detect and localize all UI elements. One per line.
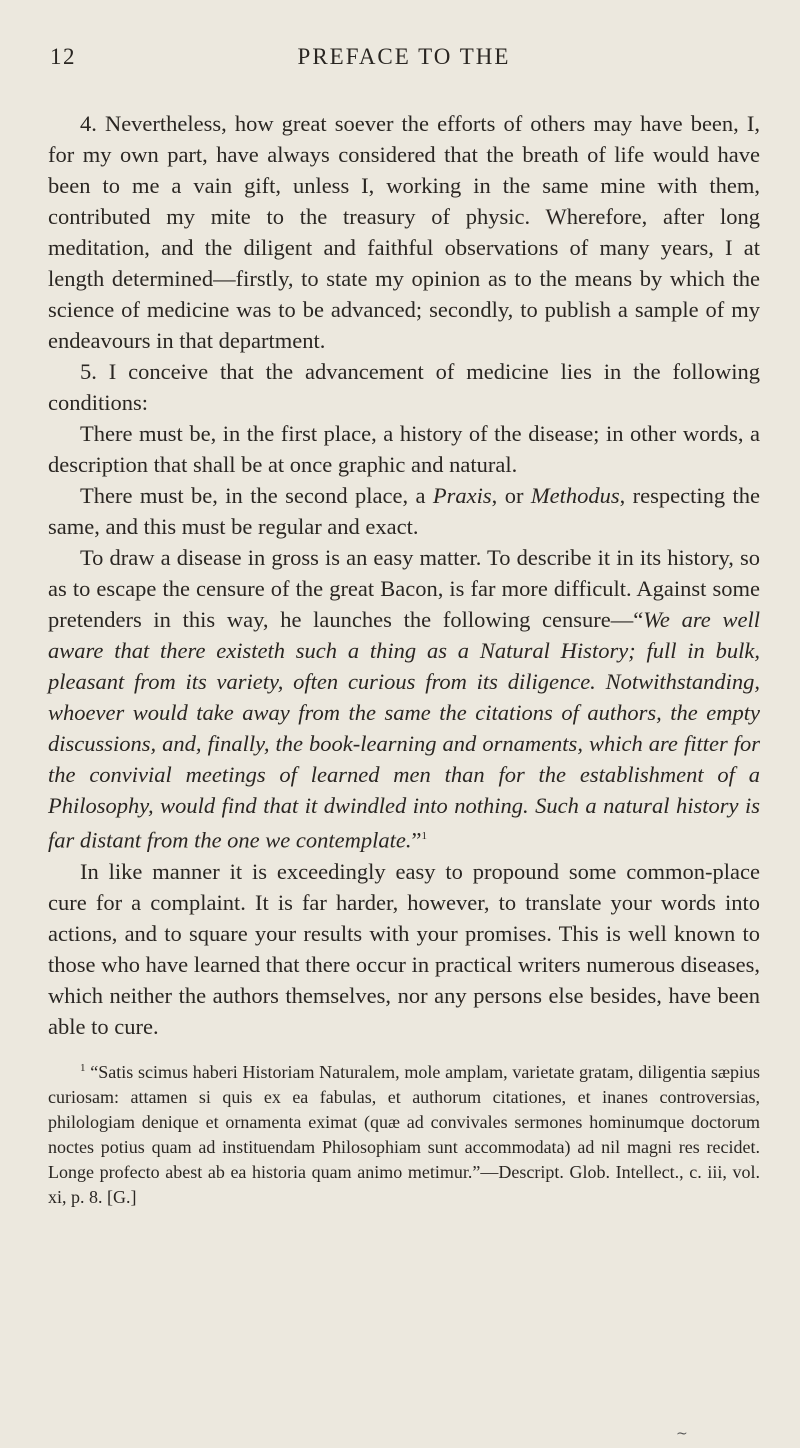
praxis-term: Praxis bbox=[432, 483, 492, 508]
bacon-quote-close: ” bbox=[411, 827, 422, 853]
stray-mark: ~ bbox=[676, 1426, 688, 1442]
bacon-text-before: To draw a disease in gross is an easy matter. To describe it in its history, so as to escape the censure of the great Bacon, is far more difficult. Against some pretenders in this way, he launches the following censure—“ bbox=[48, 545, 760, 632]
paragraph-4: 4. Nevertheless, how great soever the efforts of others may have been, I, for my own part, have always considered that the breath of life would have been to me a vain gift, unless I, working in the same mine with them, contributed my mite to the treasury of physic. Wherefore, after long meditation, and the diligent and faithful observations of many years, I at length determined—firstly, to state my opinion as to the means by which the science of medicine was to be advanced; secondly, to publish a sample of my endeavours in that department. bbox=[48, 111, 760, 353]
running-title: PREFACE TO THE bbox=[297, 44, 511, 69]
praxis-text-after: , respecting the same, and this must be regular and exact. bbox=[48, 483, 761, 539]
paragraph-cure: In like manner it is exceedingly easy to propound some common-place cure for a complaint. It is far harder, however, to translate your words into actions, and to square your results with your promises. This is well known to those who have learned that there occur in practical writers numerous diseases, which neither the authors themselves, nor any persons else besides, have been able to cure. bbox=[48, 858, 760, 1039]
paragraph-5: 5. I conceive that the advancement of medicine lies in the following conditions: bbox=[48, 359, 760, 415]
footnote-reference: 1 bbox=[421, 830, 427, 842]
footnote-marker: 1 bbox=[80, 1061, 86, 1074]
running-head bbox=[48, 40, 760, 80]
methodus-term: Methodus bbox=[530, 483, 620, 508]
paragraph-history: There must be, in the first place, a history of the disease; in other words, a description that shall be at once graphic and natural. bbox=[48, 421, 760, 477]
body-text bbox=[48, 108, 760, 1042]
praxis-text-middle: , or bbox=[491, 483, 531, 508]
footnote-text: “Satis scimus haberi Historiam Naturalem, mole amplam, varietate gratam, diligentia sæpius curiosam: attamen si quis ex ea fabulas, et authorum citationes, et inanes controversias, philologiam denique et ornamenta eximat (quæ ad convivales sermones hominumque doctorum noctes potius quam ad instituendam Philosophiam sunt accommodata) ad nil magni res recidet. Longe profecto abest ab ea historia quam animo metimur.”—Descript. Glob. Intellect., c. iii, vol. xi, p. 8. [G.] bbox=[48, 1061, 761, 1207]
praxis-text-before: There must be, in the second place, a bbox=[80, 483, 433, 508]
page-number: 12 bbox=[50, 44, 76, 69]
paragraph-praxis bbox=[48, 480, 760, 542]
paragraph-bacon bbox=[48, 542, 760, 856]
bacon-quote: We are well aware that there existeth such a thing as a Natural History; full in bulk, pleasant from its variety, often curious from its diligence. Notwithstanding, whoever would take away from the same the citations of authors, the empty discussions, and, finally, the book-learning and ornaments, which are fitter for the convivial meetings of learned men than for the establishment of a Philosophy, would find that it dwindled into nothing. Such a natural history is far distant from the one we contemplate. bbox=[48, 607, 760, 853]
footnote bbox=[48, 1056, 760, 1210]
